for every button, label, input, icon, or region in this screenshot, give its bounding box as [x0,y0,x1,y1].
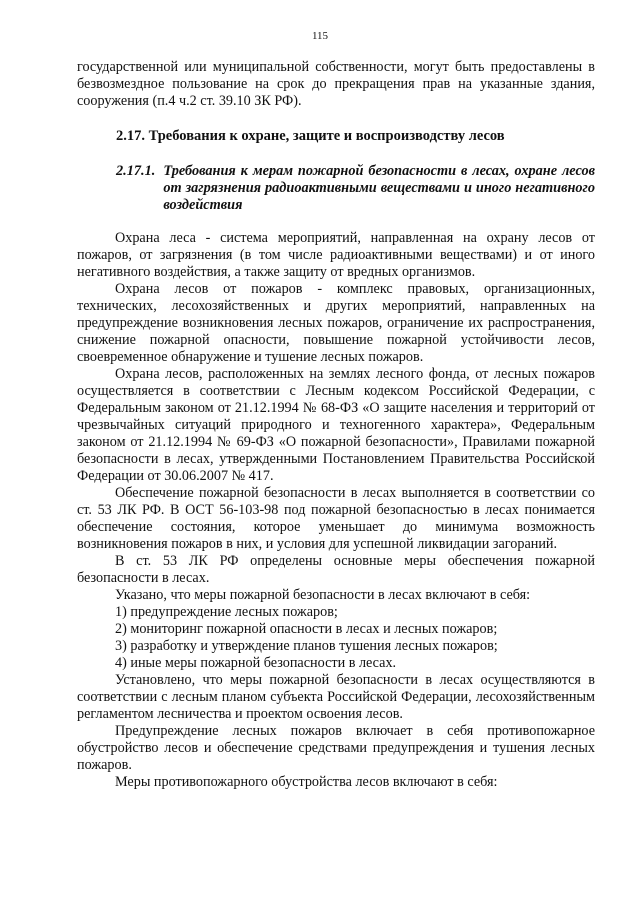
list-item: 4) иные меры пожарной безопасности в лесах. [115,655,397,671]
paragraph-article-53: В ст. 53 ЛК РФ определены основные меры обеспечения пожарной безопасности в лесах. [77,553,595,586]
document-body [77,59,595,791]
list-item: 3) разработку и утверждение планов тушения лесных пожаров; [115,638,498,654]
paragraph-forest-protection-definition: Охрана леса - система мероприятий, направленная на охрану лесов от пожаров, от загрязнения (в том числе радиоактивными веществами) и от иного негативного воздействия, а также защиту от вредных организмов. [77,230,595,280]
list-item: 2) мониторинг пожарной опасности в лесах и лесных пожаров; [115,621,498,637]
intro-paragraph: государственной или муниципальной собственности, могут быть предоставлены в безвозмездное пользование на срок до прекращения прав на указанные здания, сооружения (п.4 ч.2 ст. 39.10 ЗК РФ). [77,59,595,109]
section-heading: 2.17. Требования к охране, защите и воспроизводству лесов [116,128,505,144]
paragraph-measures-intro: Указано, что меры пожарной безопасности в лесах включают в себя: [115,587,531,603]
page-number: 115 [311,30,329,42]
list-item: 1) предупреждение лесных пожаров; [115,604,338,620]
subsection-heading [77,163,595,214]
subsection-title: Требования к мерам пожарной безопасности в лесах, охране лесов от загрязнения радиоактивными веществами и иного негативного воздействия [163,163,595,213]
paragraph-fire-safety-ost: Обеспечение пожарной безопасности в лесах выполняется в соответствии со ст. 53 ЛК РФ. В ОСТ 56-103-98 под пожарной безопасностью в лесах понимается обеспечение состояния, которое уменьшает до минимума возможность возникновения пожаров в них, и условия для успешной ликвидации загораний. [77,485,595,552]
paragraph-fire-protection-definition: Охрана лесов от пожаров - комплекс правовых, организационных, технических, лесохозяйственных и других мероприятий, направленных на предупреждение возникновения лесных пожаров, ограничение их распространения, снижение пожарной опасности, повышение пожарной устойчивости лесов, своевременное обнаружение и тушение лесных пожаров. [77,281,595,365]
paragraph-fire-arrangement: Меры противопожарного обустройства лесов включают в себя: [115,774,498,790]
paragraph-legal-basis: Охрана лесов, расположенных на землях лесного фонда, от лесных пожаров осуществляется в соответствии с Лесным кодексом Российской Федерации, с Федеральным законом от 21.12.1994 № 68-ФЗ «О защите населения и территорий от чрезвычайных ситуаций природного и техногенного характера», Федеральным законом от 21.12.1994 № 69-ФЗ «О пожарной безопасности», Правилами пожарной безопасности в лесах, утвержденными Постановлением Правительства Российской Федерации от 30.06.2007 № 417. [77,366,595,484]
paragraph-fire-prevention: Предупреждение лесных пожаров включает в себя противопожарное обустройство лесов и обеспечение средствами предупреждения и тушения лесных пожаров. [77,723,595,773]
subsection-number: 2.17.1. [116,163,156,179]
paragraph-forest-plan: Установлено, что меры пожарной безопасности в лесах осуществляются в соответствии с лесным планом субъекта Российской Федерации, лесохозяйственным регламентом лесничества и проектом освоения лесов. [77,672,595,722]
